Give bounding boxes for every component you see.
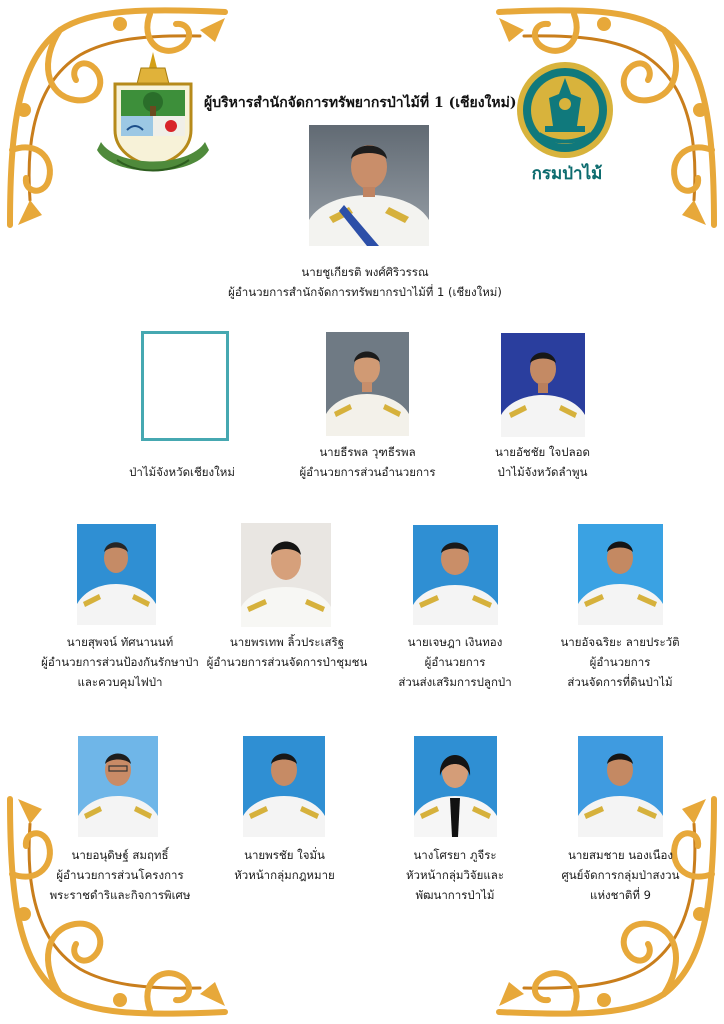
person-name: นายพรชัย ใจมั่น bbox=[244, 848, 325, 862]
person-name: นายอนุดิษฐ์ สมฤทธิ์ bbox=[71, 848, 169, 862]
person-position: หัวหน้ากลุ่มวิจัยและ bbox=[405, 868, 505, 882]
row3-caption-3 bbox=[385, 632, 525, 692]
row3-caption-4 bbox=[545, 632, 695, 692]
director-name: นายชูเกียรติ พงศ์ศิริวรรณ bbox=[301, 265, 429, 279]
row4-caption-2 bbox=[212, 845, 357, 885]
person-position: ผู้อำนวยการส่วนจัดการป่าชุมชน bbox=[206, 655, 368, 669]
director-position: ผู้อำนวยการสำนักจัดการทรัพยากรป่าไม้ที่ 1 (เชียงใหม่) bbox=[228, 285, 502, 299]
office-seal-emblem bbox=[97, 50, 209, 180]
person-photo bbox=[413, 525, 498, 625]
person-position: ส่วนส่งเสริมการปลูกป่า bbox=[398, 675, 512, 689]
person-position: ผู้อำนวยการส่วนอำนวยการ bbox=[299, 465, 436, 479]
row2-caption-3 bbox=[475, 442, 610, 482]
person-name: นายอัจฉริยะ ลายประวัติ bbox=[560, 635, 680, 649]
person-photo bbox=[326, 332, 409, 436]
empty-photo-frame bbox=[141, 331, 229, 441]
page-title: ผู้บริหารสำนักจัดการทรัพยากรป่าไม้ที่ 1 (เชียงใหม่) bbox=[204, 95, 517, 111]
person-photo bbox=[243, 736, 325, 837]
person-photo bbox=[578, 736, 663, 837]
person-position: ป่าไม้จังหวัดลำพูน bbox=[497, 465, 588, 479]
person-position: ผู้อำนวยการส่วนป้องกันรักษาป่า bbox=[41, 655, 199, 669]
director-caption bbox=[200, 262, 530, 302]
row3-caption-1 bbox=[40, 632, 200, 692]
row2-caption-1 bbox=[112, 462, 252, 482]
person-name: นายเจษฎา เงินทอง bbox=[407, 635, 503, 649]
row4-caption-4 bbox=[548, 845, 693, 905]
person-name: นายสุพจน์ ทัศนานนท์ bbox=[66, 635, 174, 649]
person-position: และควบคุมไฟป่า bbox=[77, 675, 163, 689]
row4-caption-3 bbox=[385, 845, 525, 905]
forest-department-logo bbox=[515, 60, 615, 160]
person-position: แห่งชาติที่ 9 bbox=[590, 888, 651, 902]
person-position: ศูนย์จัดการกลุ่มป่าสงวน bbox=[561, 868, 680, 882]
department-name: กรมป่าไม้ bbox=[531, 164, 603, 184]
person-photo bbox=[414, 736, 497, 837]
person-photo bbox=[78, 736, 158, 837]
director-photo bbox=[309, 125, 429, 246]
person-position: ผู้อำนวยการ bbox=[424, 655, 486, 669]
person-photo bbox=[578, 524, 663, 625]
person-name: นายธีรพล วุฑธีรพล bbox=[319, 445, 416, 459]
row2-caption-2 bbox=[285, 442, 450, 482]
person-name: นายอัชชัย ใจปลอด bbox=[494, 445, 591, 459]
row3-caption-2 bbox=[202, 632, 372, 672]
person-position: พระราชดำริและกิจการพิเศษ bbox=[49, 888, 191, 902]
person-position: หัวหน้ากลุ่มกฎหมาย bbox=[234, 868, 335, 882]
person-name: นายสมชาย นองเนือง bbox=[567, 848, 673, 862]
person-position: ป่าไม้จังหวัดเชียงใหม่ bbox=[129, 465, 235, 479]
person-position: ผู้อำนวยการ bbox=[589, 655, 651, 669]
person-name: นางโศรยา ภูจีระ bbox=[413, 848, 497, 862]
person-photo bbox=[241, 523, 331, 627]
person-photo bbox=[77, 524, 156, 625]
row4-caption-1 bbox=[40, 845, 200, 905]
person-position: ผู้อำนวยการส่วนโครงการ bbox=[56, 868, 184, 882]
person-position: พัฒนาการป่าไม้ bbox=[415, 888, 495, 902]
person-name: นายพรเทพ ลิ้วประเสริฐ bbox=[229, 635, 345, 649]
person-photo bbox=[501, 333, 585, 437]
person-position: ส่วนจัดการที่ดินป่าไม้ bbox=[567, 675, 673, 689]
